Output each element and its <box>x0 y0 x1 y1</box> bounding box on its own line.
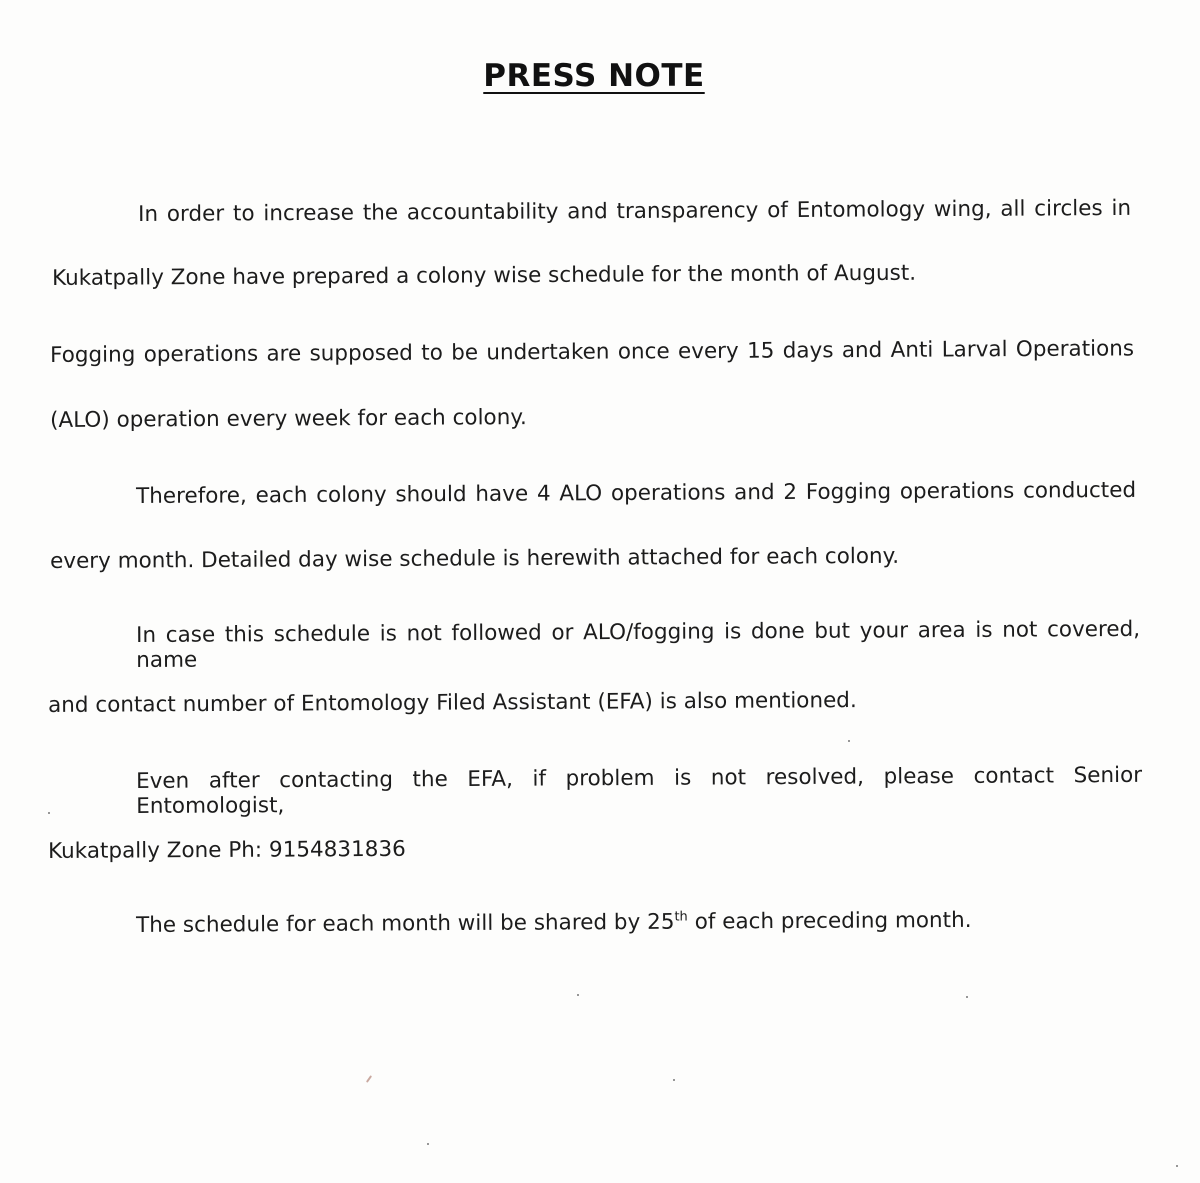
scan-speck <box>848 740 850 742</box>
paragraph-5-line-2: Kukatpally Zone Ph: 9154831836 <box>48 836 406 864</box>
closing-text-after: of each preceding month. <box>687 907 972 935</box>
paragraph-2-line-1: Fogging operations are supposed to be undertaken once every 15 days and Anti Larval Operations <box>50 336 1135 368</box>
paragraph-1-line-1: In order to increase the accountability and transparency of Entomology wing, all circles in <box>138 195 1132 227</box>
closing-line <box>136 908 972 938</box>
paragraph-5-line-1: Even after contacting the EFA, if problem is not resolved, please contact Senior Entomologist, <box>136 762 1143 819</box>
scan-speck <box>427 1143 429 1145</box>
scan-speck <box>966 996 968 998</box>
paragraph-3-line-2: every month. Detailed day wise schedule is herewith attached for each colony. <box>50 543 900 574</box>
scan-speck <box>1176 1165 1178 1167</box>
paragraph-4-line-2: and contact number of Entomology Filed Assistant (EFA) is also mentioned. <box>48 688 857 718</box>
scan-speck <box>48 812 50 814</box>
paragraph-2-line-2: (ALO) operation every week for each colony. <box>50 405 527 433</box>
scan-mark <box>366 1075 372 1083</box>
paragraph-3-line-1: Therefore, each colony should have 4 ALO operations and 2 Fogging operations conducted <box>136 477 1137 509</box>
scan-speck <box>673 1079 675 1081</box>
paragraph-1-line-2: Kukatpally Zone have prepared a colony wise schedule for the month of August. <box>52 260 917 291</box>
paragraph-4-line-1: In case this schedule is not followed or ALO/fogging is done but your area is not covered, name <box>136 616 1141 673</box>
closing-text-before: The schedule for each month will be shared by 25 <box>136 909 675 938</box>
scan-speck <box>577 994 579 996</box>
page-title <box>0 58 1188 94</box>
closing-superscript: th <box>674 909 688 925</box>
title-text: PRESS NOTE <box>483 58 705 94</box>
